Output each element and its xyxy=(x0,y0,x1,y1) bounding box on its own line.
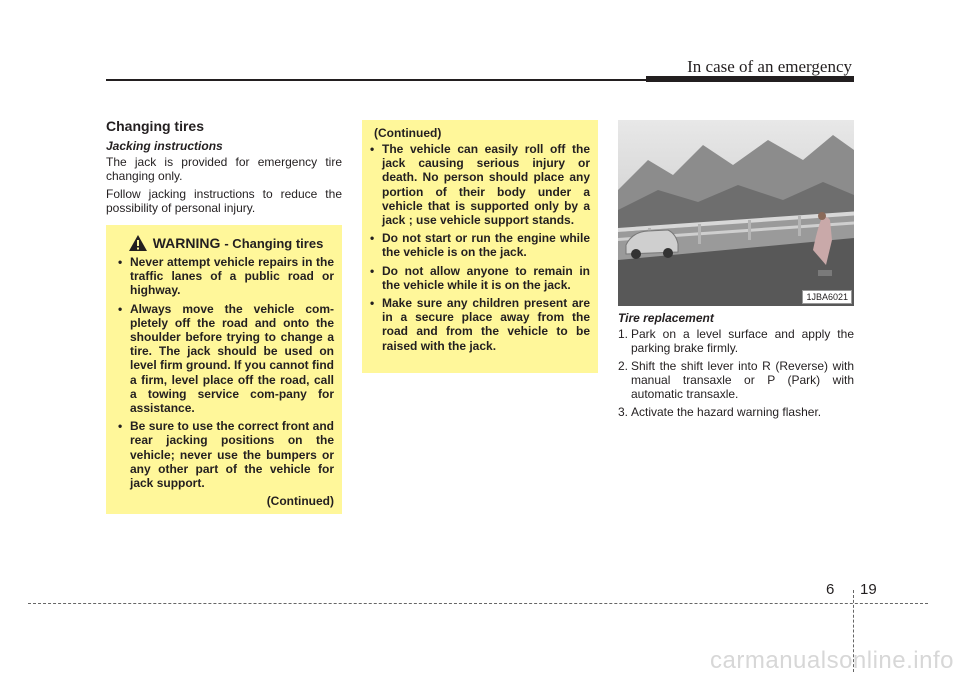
figure-code: 1JBA6021 xyxy=(802,290,852,304)
bullet: • xyxy=(370,142,375,156)
bullet: • xyxy=(118,301,123,316)
replacement-column xyxy=(618,311,854,423)
warning-box-2 xyxy=(362,120,598,373)
bullet: • xyxy=(370,263,375,278)
watermark: carmanualsonline.info xyxy=(710,647,954,674)
list-item: 1. Park on a level surface and apply the parking brake firmly. xyxy=(618,327,854,355)
list-item: • Do not allow anyone to remain in the vehicle while it is on the jack. xyxy=(370,263,590,292)
list-item: • Make sure any children present are in a secure place away from the road and from the vehicle to be raised with the jack. xyxy=(370,296,590,353)
list-item: • Never attempt vehicle repairs in the traffic lanes of a public road or highway. xyxy=(118,255,334,298)
replacement-subhead: Tire replacement xyxy=(618,311,714,325)
bullet: • xyxy=(118,255,123,269)
list-item: 3. Activate the hazard warning flasher. xyxy=(618,405,822,419)
bullet: • xyxy=(370,231,375,246)
warning-triangle-icon xyxy=(129,235,147,251)
intro-paragraph-1: The jack is provided for emergency tire changing only. xyxy=(106,155,342,183)
list-item: • Be sure to use the correct front and rear jacking positions on the vehicle; never use the bumpers or any other part of the vehicle for jack support. xyxy=(118,419,334,491)
step-number: 1. xyxy=(618,327,629,341)
footer-rule xyxy=(28,603,928,604)
list-item: • Always move the vehicle com-pletely off the road and onto the shoulder before trying to change a tire. The jack should be used on level firm ground. If you cannot find a firm, level place off the road, call a towing service com-pany for assistance. xyxy=(118,301,335,416)
page-number: 19 xyxy=(860,581,877,598)
section-title: Changing tires xyxy=(106,118,205,134)
warning-box-1 xyxy=(106,225,342,514)
roadside-scene-image xyxy=(618,120,854,306)
warning-header xyxy=(118,235,334,251)
jacking-subhead: Jacking instructions xyxy=(106,139,223,153)
warning-topic: - Changing tires xyxy=(224,235,324,251)
step-number: 3. xyxy=(618,405,629,419)
page-chapter: 6 xyxy=(826,581,835,598)
header-rule xyxy=(106,79,646,81)
replacement-steps xyxy=(618,327,854,419)
intro-column xyxy=(106,118,342,219)
header-title: In case of an emergency xyxy=(687,57,852,76)
header-rule-thick xyxy=(646,76,854,82)
bullet: • xyxy=(118,419,123,434)
intro-paragraph-2: Follow jacking instructions to reduce the possibility of personal injury. xyxy=(106,187,342,215)
step-number: 2. xyxy=(618,359,629,373)
warning-label: WARNING xyxy=(152,235,221,251)
continued-label: (Continued) xyxy=(266,494,334,509)
continued-label: (Continued) xyxy=(374,126,442,140)
roadside-illustration xyxy=(618,120,854,306)
bullet: • xyxy=(370,296,375,311)
list-item: 2. Shift the shift lever into R (Reverse) with manual transaxle or P (Park) with automatic transaxle. xyxy=(618,359,854,401)
warning-1-list xyxy=(118,255,334,490)
warning-2-list xyxy=(370,142,590,353)
list-item: • The vehicle can easily roll off the jack causing serious injury or death. No person should place any portion of their body under a vehicle that is supported only by a jack ; use vehicle support stands. xyxy=(370,142,590,228)
list-item: • Do not start or run the engine while the vehicle is on the jack. xyxy=(370,231,590,260)
